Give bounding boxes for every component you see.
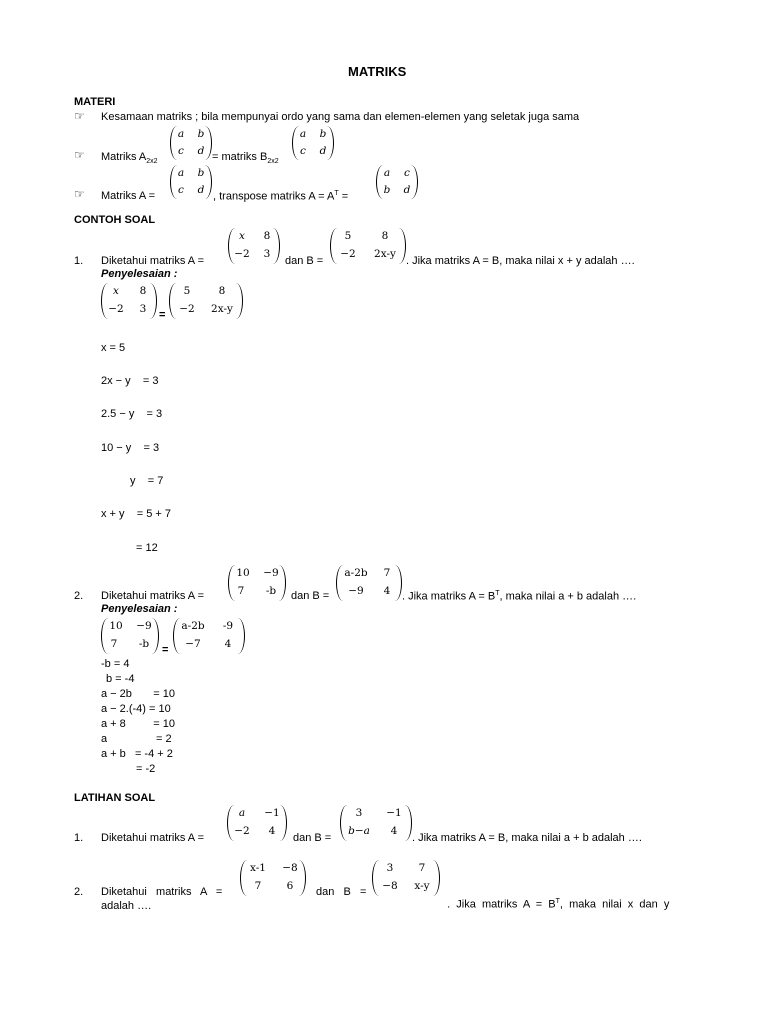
matrix-cell: a	[177, 167, 185, 179]
matrix-cell: a	[299, 128, 307, 140]
question-text: Diketahui matriks A =	[101, 255, 205, 267]
matrix-cell: −9	[263, 567, 279, 579]
matrix-cell: 8	[381, 230, 389, 242]
matrix-a-2x2	[170, 126, 212, 160]
matrix-cell: −2	[234, 248, 250, 260]
question-text-part: , maka nilai x dan y	[559, 898, 670, 911]
penyelesaian-label: Penyelesaian :	[101, 603, 178, 615]
latihan-heading: LATIHAN SOAL	[74, 792, 156, 804]
solution-step: a = 2	[101, 733, 172, 745]
matrix-a	[228, 565, 286, 601]
matrix-cell: 7	[237, 585, 245, 597]
question-number: 2.	[74, 886, 84, 898]
question-number: 1.	[74, 832, 84, 844]
question-text: adalah ….	[101, 900, 152, 912]
solution-step: x = 5	[101, 342, 126, 354]
page-title: MATRIKS	[348, 64, 407, 79]
solution-step: 2.5 − y = 3	[101, 408, 163, 420]
materi-bullet-1: Kesamaan matriks ; bila mempunyai ordo yang sama dan elemen-elemen yang seletak juga sama	[101, 111, 580, 123]
matrix-cell: −2	[108, 303, 124, 315]
matrix-cell: 7	[418, 862, 426, 874]
question-text-part: , maka nilai a + b adalah ….	[499, 590, 637, 603]
materi-bullet-3-label: Matriks A =	[101, 190, 156, 202]
penyelesaian-label: Penyelesaian :	[101, 268, 178, 280]
matrix-cell: 5	[183, 285, 191, 297]
matrix-b	[169, 283, 243, 319]
solution-step: a + b = -4 + 2	[101, 748, 173, 760]
matrix-cell: −8	[382, 880, 398, 892]
question-number: 2.	[74, 590, 84, 602]
matrix-cell: 8	[218, 285, 226, 297]
contoh-heading: CONTOH SOAL	[74, 214, 156, 226]
matrix-cell: x	[113, 285, 119, 297]
matrix-cell: 7	[254, 880, 262, 892]
matrix-cell: 3	[263, 248, 271, 260]
transpose-superscript: T	[334, 190, 339, 197]
matrix-cell: 4	[390, 825, 398, 837]
matrix-cell: −1	[264, 807, 280, 819]
question-text: Diketahui matriks A =	[101, 886, 223, 898]
equals-sign: =	[338, 190, 349, 203]
matrix-cell: −8	[282, 862, 298, 874]
matrix-cell: b	[197, 167, 205, 179]
matrix-b-transpose	[173, 618, 245, 654]
question-text: dan B =	[293, 832, 332, 844]
solution-step: -b = 4	[101, 658, 130, 670]
transpose-label	[213, 190, 348, 203]
transpose-text: , transpose matriks A = A	[213, 190, 335, 203]
matrix-cell: −9	[136, 620, 152, 632]
matrix-cell: 10	[236, 567, 250, 579]
solution-step: 10 − y = 3	[101, 442, 160, 454]
matrix-b	[330, 228, 406, 264]
question-text	[402, 590, 636, 603]
matrix-a	[227, 805, 287, 841]
matrix-cell: d	[403, 184, 411, 196]
equals-matrix-b-text: = matriks B	[212, 151, 268, 163]
solution-step: x + y = 5 + 7	[101, 508, 172, 520]
solution-step: a − 2.(-4) = 10	[101, 703, 171, 715]
matrix-cell: −7	[185, 638, 201, 650]
matrix-cell: -b	[138, 638, 150, 650]
matrix-cell: 7	[110, 638, 118, 650]
question-text: Diketahui matriks A =	[101, 832, 205, 844]
question-text: . Jika matriks A = B, maka nilai a + b adalah ….	[412, 832, 642, 844]
materi-bullet-2-label	[101, 151, 158, 165]
hand-pointer-icon: ☞	[74, 148, 85, 162]
matrix-cell: −2	[179, 303, 195, 315]
question-text-part: . Jika matriks A = B	[402, 590, 496, 603]
matrix-a	[170, 165, 212, 199]
matrix-cell: 2x-y	[211, 303, 233, 315]
solution-step: a + 8 = 10	[101, 718, 175, 730]
matrix-cell: 4	[224, 638, 232, 650]
matrix-cell: a-2b	[181, 620, 205, 632]
matrix-cell: c	[300, 145, 306, 157]
matrix-b-2x2	[292, 126, 334, 160]
matrix-a-label: Matriks A	[101, 151, 147, 163]
matrix-b-label	[212, 151, 279, 165]
solution-step: = 12	[136, 542, 158, 554]
question-text	[441, 886, 669, 911]
question-text: dan B =	[291, 590, 330, 602]
matrix-cell: −2	[234, 825, 250, 837]
matrix-cell: 10	[109, 620, 123, 632]
matrix-cell: b	[197, 128, 205, 140]
transpose-superscript: T	[555, 898, 560, 905]
matrix-cell: x-y	[414, 880, 430, 892]
matrix-cell: −2	[340, 248, 356, 260]
matrix-cell: x	[239, 230, 245, 242]
matrix-b	[340, 805, 412, 841]
question-text-part: . Jika matriks A = B	[447, 898, 556, 911]
matrix-cell: −9	[348, 585, 364, 597]
matrix-cell: 4	[383, 585, 391, 597]
matrix-cell: -9	[222, 620, 234, 632]
question-text: dan B =	[316, 886, 367, 898]
matrix-cell: 3	[386, 862, 394, 874]
matrix-cell: −1	[386, 807, 402, 819]
matrix-cell: 2x-y	[374, 248, 396, 260]
matrix-cell: 3	[355, 807, 363, 819]
matrix-cell: b−a	[348, 825, 370, 837]
matrix-cell: 8	[139, 285, 147, 297]
matrix-cell: d	[197, 184, 205, 196]
matrix-cell: 3	[139, 303, 147, 315]
solution-step: 2x − y = 3	[101, 375, 159, 387]
equals-sign: =	[159, 309, 166, 321]
order-subscript: 2x2	[267, 158, 279, 166]
hand-pointer-icon: ☞	[74, 187, 85, 201]
solution-step: b = -4	[106, 673, 135, 685]
matrix-cell: a	[177, 128, 185, 140]
question-text: . Jika matriks A = B, maka nilai x + y adalah ….	[406, 255, 635, 267]
materi-heading: MATERI	[74, 96, 116, 108]
solution-step: a − 2b = 10	[101, 688, 175, 700]
matrix-cell: 5	[344, 230, 352, 242]
hand-pointer-icon: ☞	[74, 109, 85, 123]
matrix-cell: -b	[265, 585, 277, 597]
question-text: Diketahui matriks A =	[101, 590, 205, 602]
question-number: 1.	[74, 255, 84, 267]
matrix-a	[240, 860, 306, 896]
matrix-cell: b	[319, 128, 327, 140]
matrix-cell: a	[238, 807, 246, 819]
matrix-cell: 7	[383, 567, 391, 579]
matrix-cell: a	[383, 167, 391, 179]
order-subscript: 2x2	[146, 158, 158, 166]
matrix-a	[228, 228, 280, 264]
matrix-cell: d	[197, 145, 205, 157]
matrix-a	[101, 283, 157, 319]
question-text: dan B =	[285, 255, 324, 267]
matrix-a-transpose	[376, 165, 418, 199]
matrix-cell: a-2b	[344, 567, 368, 579]
solution-step: = -2	[136, 763, 156, 775]
solution-step: y = 7	[130, 475, 164, 487]
matrix-cell: x-1	[250, 862, 266, 874]
matrix-a	[101, 618, 159, 654]
transpose-superscript: T	[495, 590, 500, 597]
matrix-cell: c	[178, 184, 184, 196]
equals-sign: =	[162, 644, 169, 656]
matrix-b	[336, 565, 402, 601]
matrix-cell: c	[404, 167, 410, 179]
matrix-cell: 6	[286, 880, 294, 892]
matrix-b	[372, 860, 440, 896]
matrix-cell: c	[178, 145, 184, 157]
matrix-cell: 8	[263, 230, 271, 242]
matrix-cell: b	[383, 184, 391, 196]
matrix-cell: 4	[268, 825, 276, 837]
matrix-cell: d	[319, 145, 327, 157]
